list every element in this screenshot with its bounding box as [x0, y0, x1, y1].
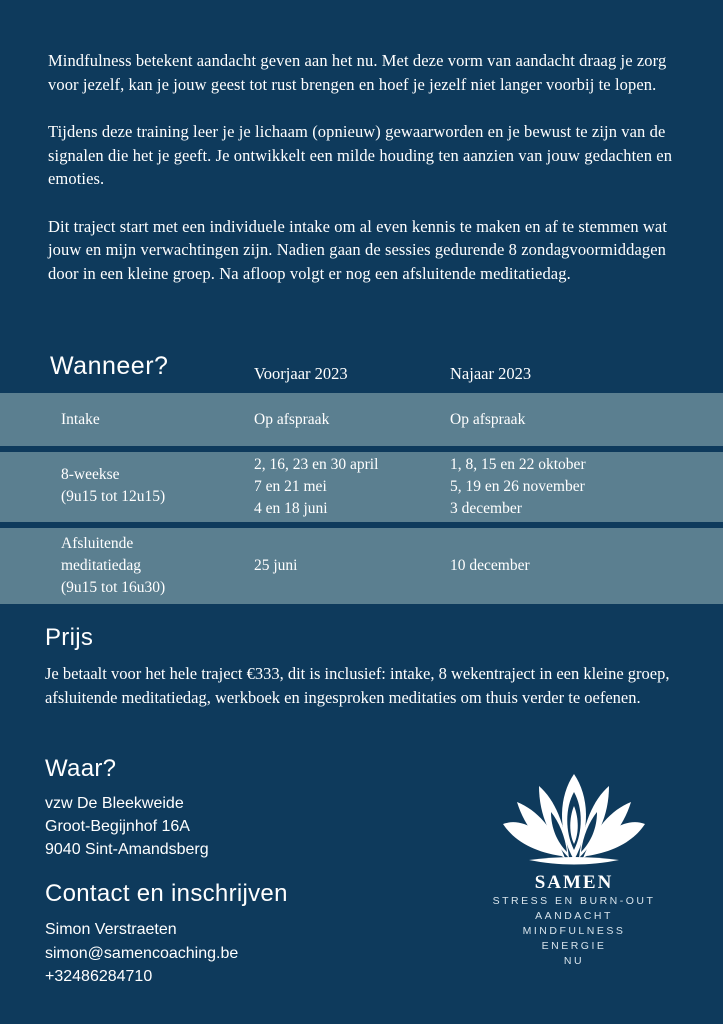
tagline-line: AANDACHT [535, 910, 613, 922]
schedule-row-8-weeks [0, 452, 723, 522]
column-header-autumn: Najaar 2023 [450, 364, 532, 383]
address [45, 792, 209, 861]
spring-date: Op afspraak [254, 411, 330, 428]
spring-cell [254, 555, 298, 577]
address-line: 9040 Sint-Amandsberg [45, 841, 209, 858]
address-line: Groot-Begijnhof 16A [45, 818, 190, 835]
row-label [61, 464, 165, 508]
location-title: Waar? [45, 755, 117, 782]
tagline-line: NU [563, 955, 585, 967]
contact-phone[interactable]: +32486284710 [45, 968, 153, 985]
spring-cell [254, 409, 329, 431]
autumn-cell [450, 454, 586, 520]
intro-paragraph: Dit traject start met een individuele intake om al even kennis te maken en af te stemmen wat jouw en mijn verwachtingen zijn. Nadien gaan de sessies gedurende 8 zondagvoormiddagen door in een kleine groep. Na afloop volgt er nog een afsluitende meditatiedag. [48, 216, 668, 283]
schedule-row-intake [0, 393, 723, 446]
schedule-title: Wanneer? [50, 352, 169, 380]
tagline-line: ENERGIE [541, 940, 607, 952]
row-label [61, 533, 165, 599]
autumn-date: 5, 19 en 26 november [450, 478, 585, 495]
tagline-line: STRESS EN BURN-OUT [492, 895, 656, 907]
row-label-line: Intake [61, 411, 100, 428]
intro-paragraph: Tijdens deze training leer je je lichaam (opnieuw) gewaarworden en je bewust te zijn van de signalen die het je geeft. Je ontwikkelt een milde houding ten aanzien van jouw gedachten en emoties. [48, 122, 673, 188]
price-text: Je betaalt voor het hele traject €333, dit is inclusief: intake, 8 wekentraject in een kleine groep, afsluitende meditatiedag, werkboek en ingesproken meditaties om thuis verder te oefenen. [45, 664, 670, 707]
autumn-cell [450, 409, 525, 431]
row-label-line: 8-weekse [61, 466, 120, 483]
autumn-date: 1, 8, 15 en 22 oktober [450, 456, 586, 473]
schedule-row-closing-day [0, 528, 723, 604]
autumn-date: 10 december [450, 557, 530, 574]
brand-tagline [472, 894, 676, 969]
row-label [61, 409, 100, 431]
autumn-cell [450, 555, 530, 577]
spring-date: 7 en 21 mei [254, 478, 327, 495]
column-header-spring: Voorjaar 2023 [254, 364, 348, 383]
lotus-icon [499, 772, 649, 868]
samen-logo [472, 772, 676, 969]
intro-text [48, 49, 688, 309]
contact-email[interactable]: simon@samencoaching.be [45, 944, 239, 962]
spring-date: 25 juni [254, 557, 298, 574]
contact-title: Contact en inschrijven [45, 880, 288, 907]
contact-name: Simon Verstraeten [45, 921, 177, 938]
spring-cell [254, 454, 378, 520]
row-label-line: (9u15 tot 16u30) [61, 579, 166, 596]
spring-date: 4 en 18 juni [254, 500, 328, 517]
price-title: Prijs [45, 624, 94, 651]
intro-paragraph: Mindfulness betekent aandacht geven aan het nu. Met deze vorm van aandacht draag je zorg voor jezelf, kan je jouw geest tot rust brengen en hoef je jezelf niet langer voorbij te lopen. [48, 51, 667, 94]
contact-details [45, 918, 238, 989]
spring-date: 2, 16, 23 en 30 april [254, 456, 379, 473]
address-line: vzw De Bleekweide [45, 795, 184, 812]
row-label-line: (9u15 tot 12u15) [61, 488, 166, 505]
tagline-line: MINDFULNESS [522, 925, 626, 937]
autumn-date: Op afspraak [450, 411, 526, 428]
row-label-line: Afsluitende [61, 535, 134, 552]
autumn-date: 3 december [450, 500, 522, 517]
row-label-line: meditatiedag [61, 557, 142, 574]
brand-name: SAMEN [534, 872, 614, 893]
